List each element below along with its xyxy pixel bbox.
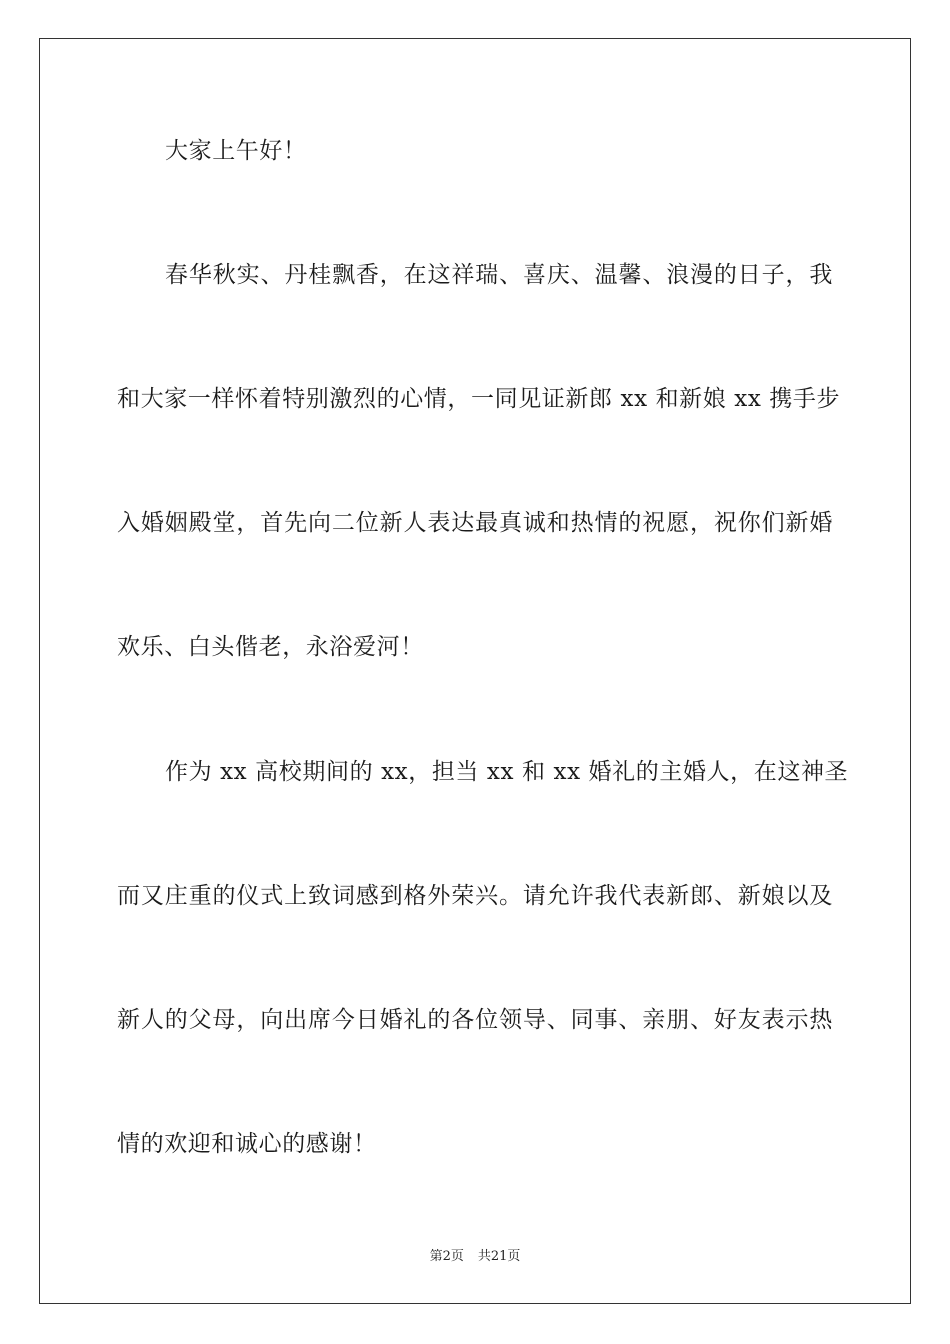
- greeting-line: 大家上午好！: [165, 138, 307, 164]
- paragraph-line: 和大家一样怀着特别激烈的心情，一同见证新郎 xx 和新娘 xx 携手步: [117, 386, 841, 412]
- paragraph-line: 新人的父母，向出席今日婚礼的各位领导、同事、亲朋、好友表示热: [117, 1007, 833, 1033]
- paragraph-line: 作为 xx 高校期间的 xx，担当 xx 和 xx 婚礼的主婚人，在这神圣: [165, 759, 849, 785]
- paragraph-line: 而又庄重的仪式上致词感到格外荣兴。请允许我代表新郎、新娘以及: [117, 883, 833, 909]
- page-border: [39, 38, 911, 1304]
- paragraph-line: 情的欢迎和诚心的感谢！: [117, 1131, 377, 1157]
- page-total: 共21页: [477, 1249, 521, 1264]
- paragraph-line: 欢乐、白头偕老，永浴爱河！: [117, 634, 424, 660]
- paragraph-line: 春华秋实、丹桂飘香，在这祥瑞、喜庆、温馨、浪漫的日子，我: [165, 262, 833, 288]
- paragraph-line: 入婚姻殿堂，首先向二位新人表达最真诚和热情的祝愿，祝你们新婚: [117, 510, 833, 536]
- page-footer: [0, 1248, 950, 1266]
- page-number: 第2页: [429, 1249, 464, 1264]
